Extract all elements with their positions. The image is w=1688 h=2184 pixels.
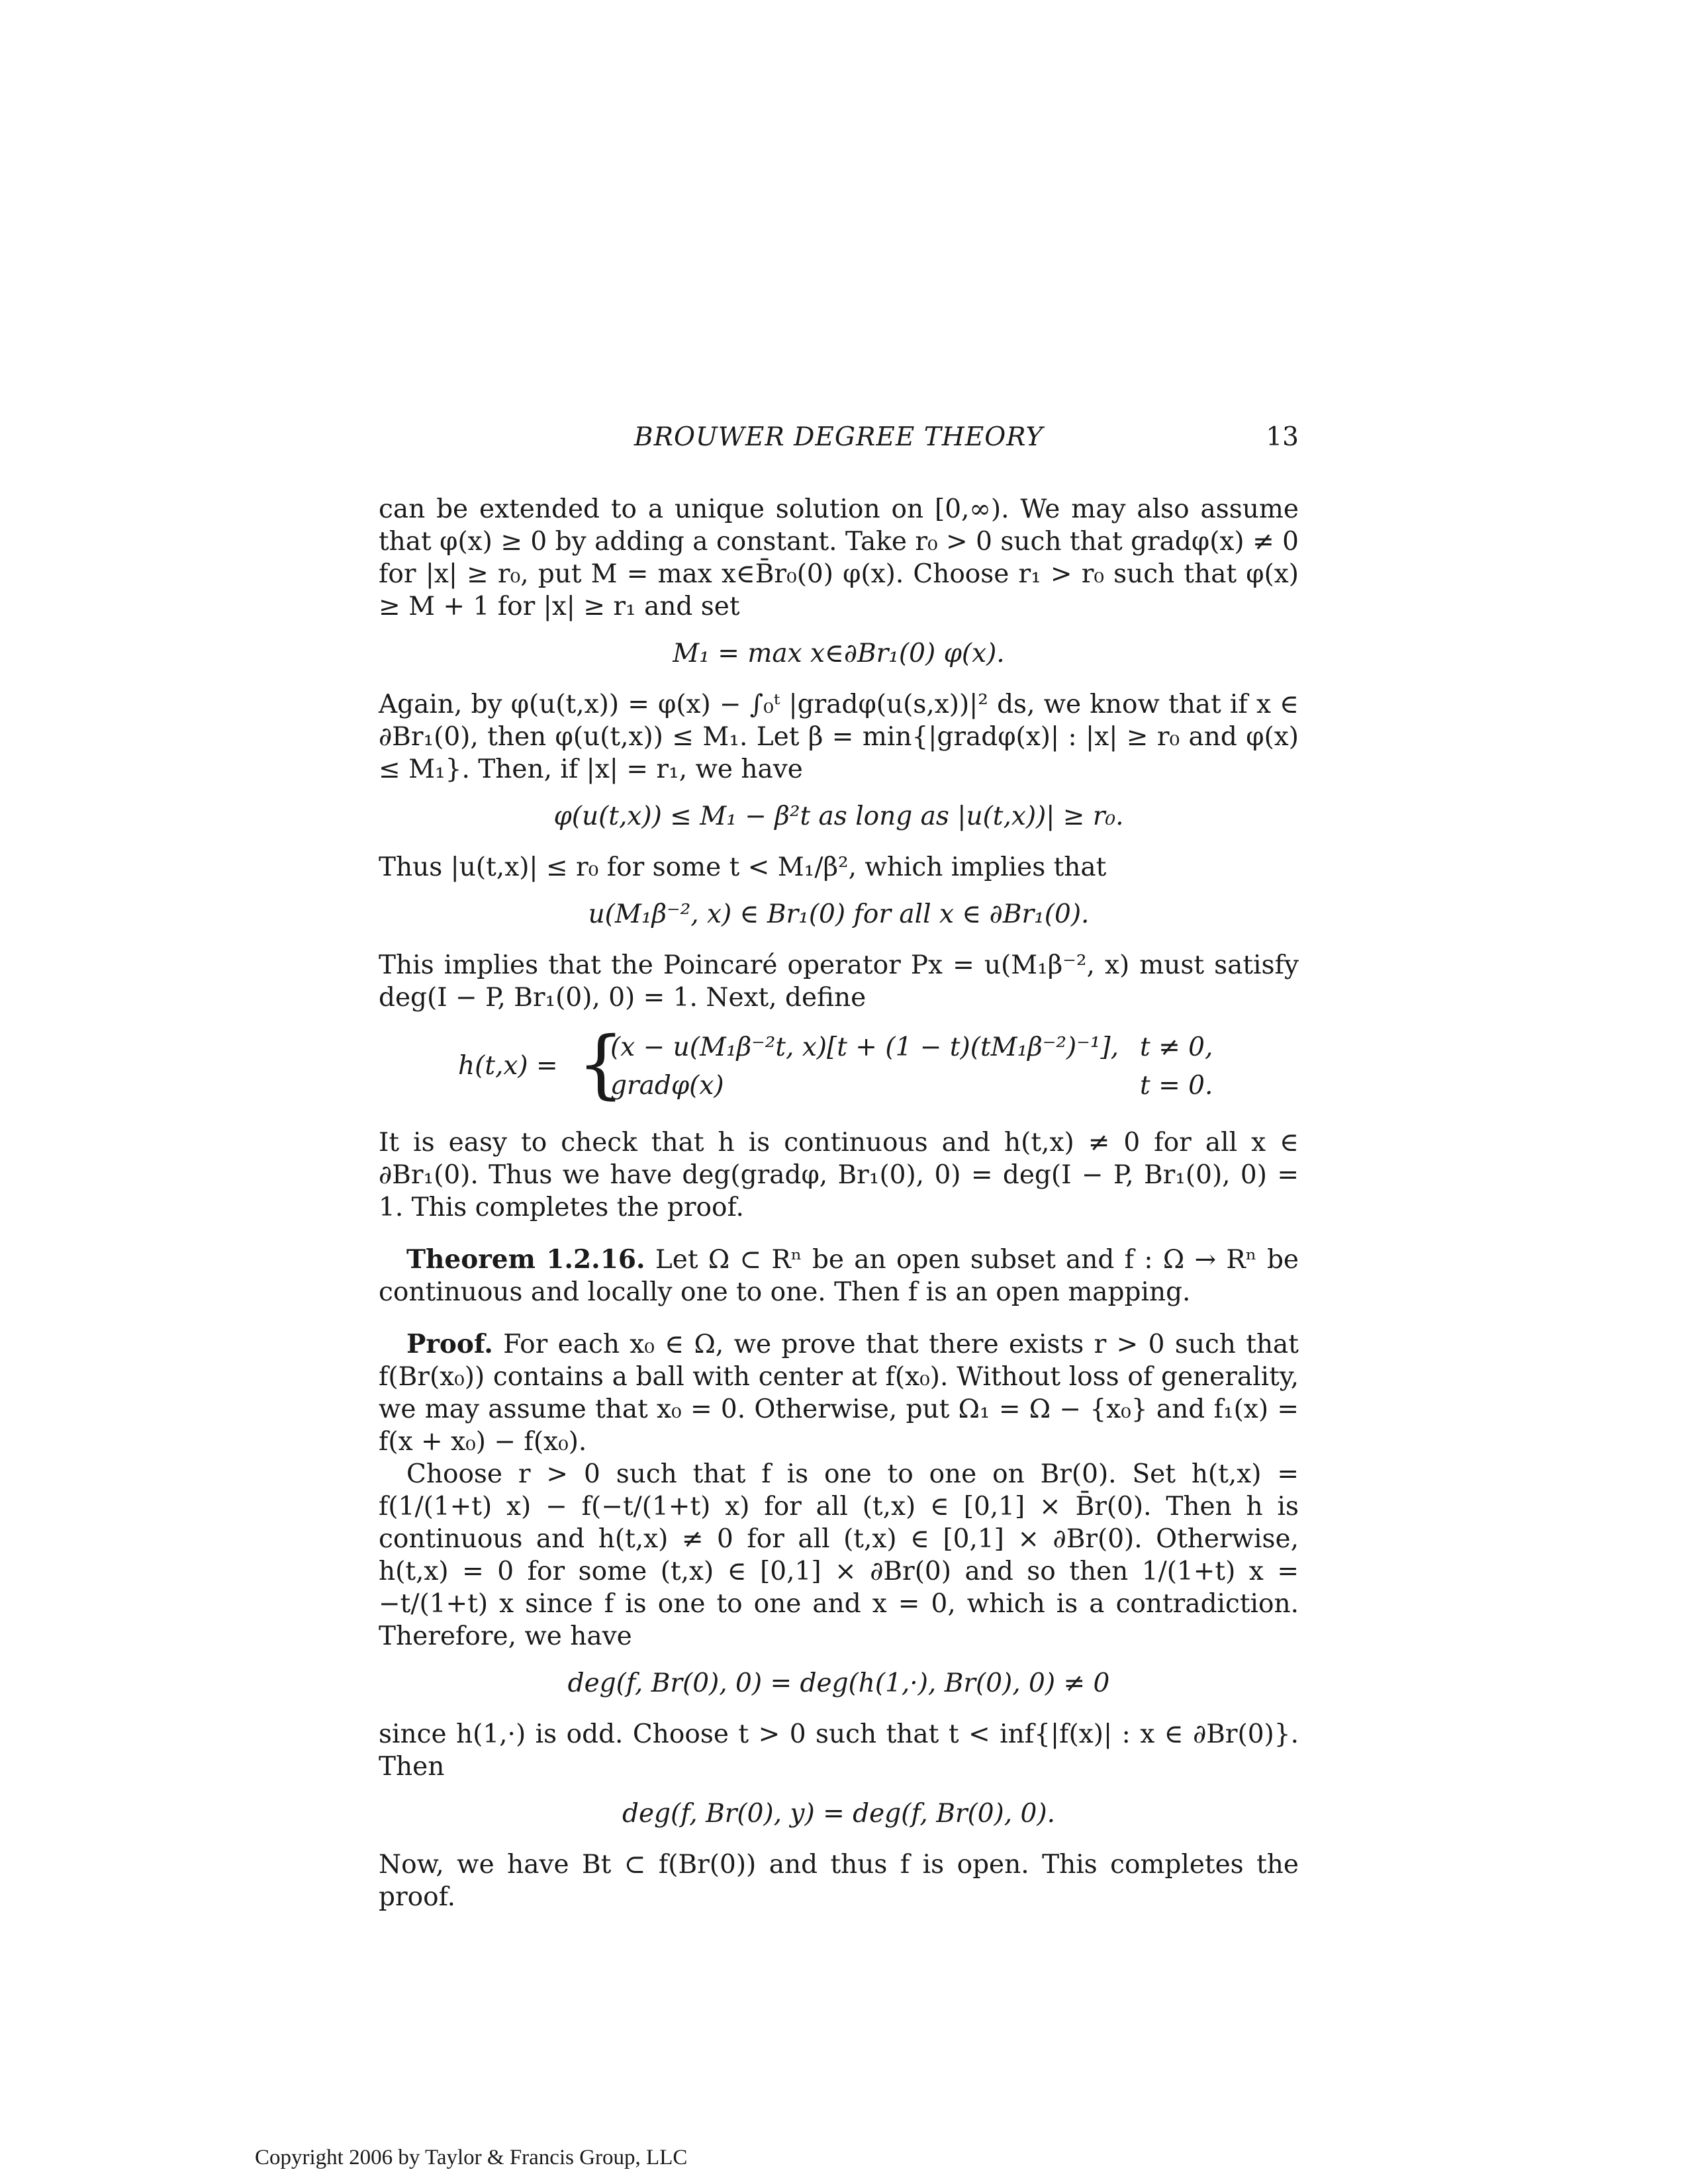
equation: φ(u(t,x)) ≤ M₁ − β²t as long as |u(t,x))| ≥ r₀. <box>553 801 1124 831</box>
equation: M₁ = max x∈∂Br₁(0) φ(x). <box>673 639 1005 668</box>
paragraph: Thus |u(t,x)| ≤ r₀ for some t < M₁/β², which implies that <box>379 852 1107 882</box>
proof-text: For each x₀ ∈ Ω, we prove that there exists r > 0 such that f(Br(x₀)) contains a ball with center at f(x₀). Without loss of generality, we may assume that x₀ = 0. Otherwise, put Ω₁ = Ω − {x₀} and f₁(x) = f(x + x₀) − f(x₀). <box>379 1330 1299 1457</box>
paragraph: This implies that the Poincaré operator Px = u(M₁β⁻², x) must satisfy deg(I − P, Br₁(0), 0) = 1. Next, define <box>379 950 1299 1013</box>
copyright-footer: Copyright 2006 by Taylor & Francis Group, LLC <box>255 2146 688 2169</box>
proof-label: Proof. <box>406 1329 493 1359</box>
cases-row-1: (x − u(M₁β⁻²t, x)[t + (1 − t)(tM₁β⁻²)⁻¹], <box>610 1032 1119 1062</box>
equation: u(M₁β⁻², x) ∈ Br₁(0) for all x ∈ ∂Br₁(0). <box>588 899 1090 929</box>
equation: deg(f, Br(0), y) = deg(f, Br(0), 0). <box>622 1799 1055 1829</box>
running-head: BROUWER DEGREE THEORY <box>633 422 1044 452</box>
cases-condition-1: t ≠ 0, <box>1140 1032 1213 1062</box>
equation: deg(f, Br(0), 0) = deg(h(1,·), Br(0), 0) ≠ 0 <box>567 1668 1110 1698</box>
cases-condition-2: t = 0. <box>1140 1071 1213 1101</box>
paragraph: Choose r > 0 such that f is one to one on Br(0). Set h(t,x) = f(1/(1+t) x) − f(−t/(1+t) x) for all (t,x) ∈ [0,1] × B̄r(0). Then h is continuous and h(t,x) ≠ 0 for all (t,x) ∈ [0,1] × ∂Br(0). Otherwise, h(t,x) = 0 for some (t,x) ∈ [0,1] × ∂Br(0) and so then 1/(1+t) x = −t/(1+t) x since f is one to one and x = 0, which is a contradiction. Therefore, we have <box>379 1459 1299 1651</box>
cases-lhs: h(t,x) = <box>458 1051 558 1081</box>
page-body <box>379 493 1299 1928</box>
paragraph: It is easy to check that h is continuous and h(t,x) ≠ 0 for all x ∈ ∂Br₁(0). Thus we have deg(gradφ, Br₁(0), 0) = deg(I − P, Br₁(0), 0) = 1. This completes the proof. <box>379 1128 1299 1222</box>
page-number: 13 <box>1266 422 1299 452</box>
paragraph: Now, we have Bt ⊂ f(Br(0)) and thus f is open. This completes the proof. <box>379 1850 1299 1912</box>
paragraph: since h(1,·) is odd. Choose t > 0 such that t < inf{|f(x)| : x ∈ ∂Br(0)}. Then <box>379 1719 1299 1782</box>
proof <box>379 1328 1299 1458</box>
page-header <box>379 422 1299 455</box>
theorem <box>379 1244 1299 1308</box>
theorem-label: Theorem 1.2.16. <box>406 1244 645 1275</box>
left-brace: { <box>577 1021 625 1107</box>
piecewise-definition <box>379 1021 1299 1107</box>
theorem-text: Let Ω ⊂ Rⁿ be an open subset and f : Ω → Rⁿ be continuous and locally one to one. Then f is an open mapping. <box>379 1245 1299 1307</box>
paragraph: can be extended to a unique solution on [0,∞). We may also assume that φ(x) ≥ 0 by adding a constant. Take r₀ > 0 such that gradφ(x) ≠ 0 for |x| ≥ r₀, put M = max x∈B̄r₀(0) φ(x). Choose r₁ > r₀ such that φ(x) ≥ M + 1 for |x| ≥ r₁ and set <box>379 494 1299 621</box>
paragraph: Again, by φ(u(t,x)) = φ(x) − ∫₀ᵗ |gradφ(u(s,x))|² ds, we know that if x ∈ ∂Br₁(0), then φ(u(t,x)) ≤ M₁. Let β = min{|gradφ(x)| : |x| ≥ r₀ and φ(x) ≤ M₁}. Then, if |x| = r₁, we have <box>379 690 1299 784</box>
cases-row-2: gradφ(x) <box>610 1071 724 1101</box>
